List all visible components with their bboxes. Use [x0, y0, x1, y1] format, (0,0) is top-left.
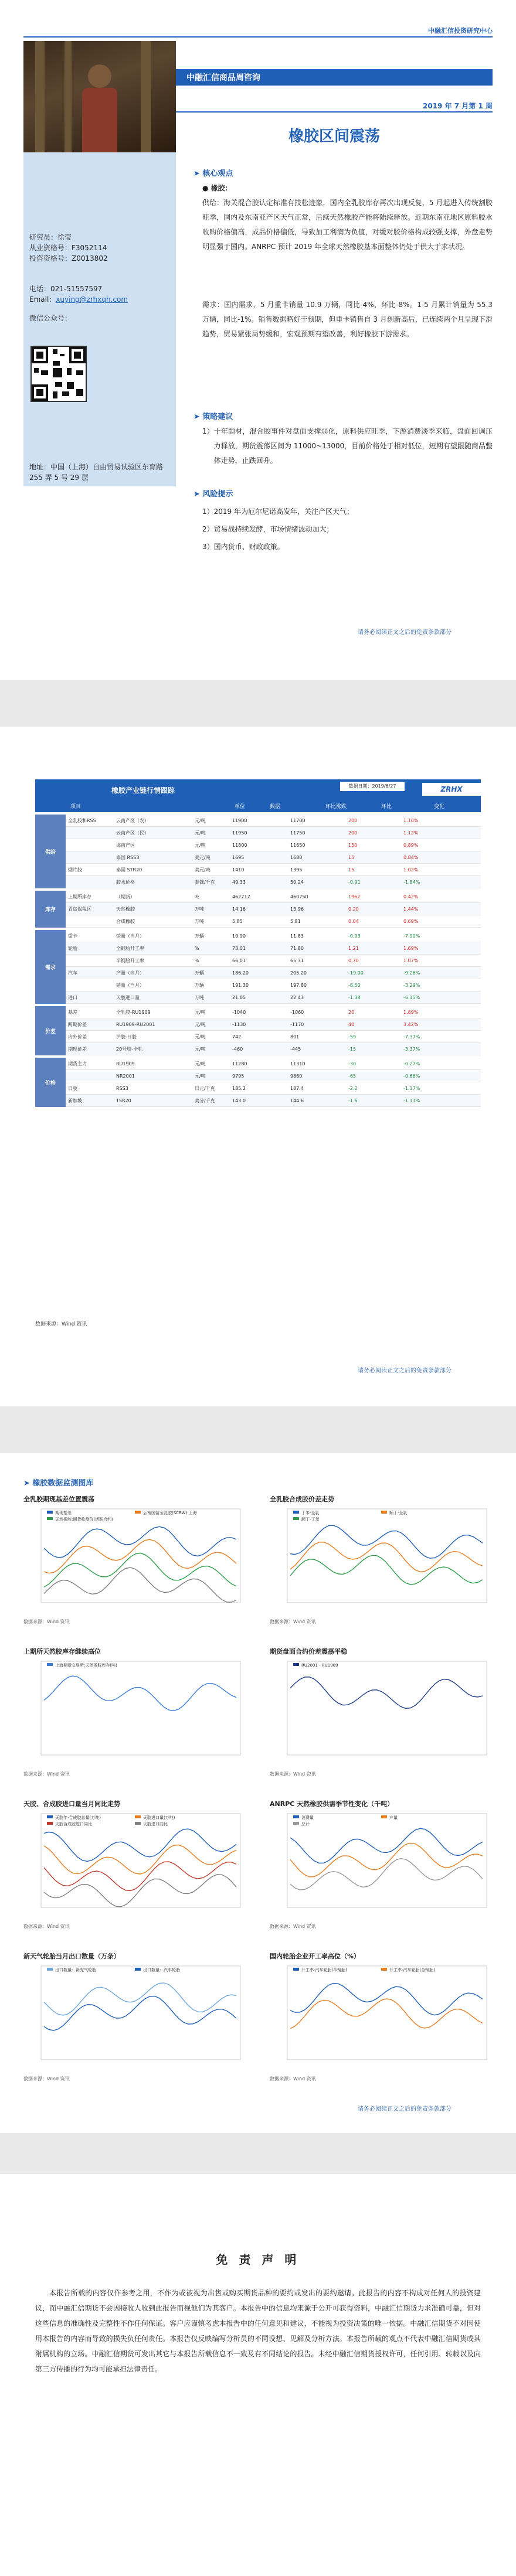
table-cell: 吨 — [195, 894, 199, 899]
table-cell: -0.93 — [348, 933, 361, 939]
page-gap — [0, 2133, 516, 2174]
table-row — [66, 827, 481, 839]
table-cell: 元/吨 — [195, 817, 206, 823]
chart-plot — [23, 1506, 246, 1617]
table-row — [66, 1006, 481, 1018]
core-heading: ➤ 核心观点 — [193, 169, 233, 178]
table-cell: -9.26% — [403, 970, 420, 976]
table-row — [66, 839, 481, 851]
table-row — [66, 1095, 481, 1107]
table-date: 数据日期：2019/6/27 — [340, 782, 405, 791]
table-row — [66, 930, 481, 942]
table-cell: 5.85 — [232, 918, 243, 924]
page-3 — [0, 1453, 516, 2133]
table-row — [66, 955, 481, 967]
th-pct: 变化 — [434, 804, 445, 810]
th-value: 数据 — [270, 804, 281, 810]
table-cell: 美元/吨 — [195, 854, 211, 860]
table-cell: 1.02% — [403, 867, 419, 873]
table-cell: 40 — [348, 1021, 355, 1027]
table-cell: 144.6 — [290, 1098, 304, 1103]
table-cell: 元/吨 — [195, 1021, 206, 1027]
table-cell: 186.20 — [232, 970, 249, 976]
table-cell: 1.69% — [403, 945, 419, 951]
table-cell: 143.0 — [232, 1098, 246, 1103]
table-cell: 日胶 — [68, 1085, 77, 1091]
table-cell: 11800 — [232, 842, 247, 848]
table-cell: -3.37% — [403, 1046, 420, 1052]
table-banner — [35, 779, 481, 799]
chart-source: 数据来源：Wind 资讯 — [23, 2076, 70, 2081]
table-cell: 基差 — [68, 1009, 77, 1015]
risk-heading: ➤ 风险提示 — [193, 490, 233, 499]
report-title: 橡胶区间震荡 — [288, 128, 380, 145]
table-cell: 71.80 — [290, 945, 304, 951]
table-cell: 5.81 — [290, 918, 301, 924]
table-cell: 0.69% — [403, 918, 419, 924]
table-cell: 200 — [348, 830, 358, 836]
chart-plot — [270, 1658, 493, 1770]
chart-title: 新天气轮胎当月出口数量（万条） — [23, 1953, 120, 1960]
chart-source: 数据来源：Wind 资讯 — [270, 1924, 316, 1929]
legend-label: 丁苯-全乳 — [301, 1511, 320, 1515]
strategy-list — [202, 424, 493, 468]
table-cell: 66.01 — [232, 958, 246, 963]
legend-label: 上海期货交易所:天然橡胶库存(吨) — [55, 1663, 117, 1668]
table-row — [66, 1018, 481, 1031]
table-cell: 日元/千克 — [195, 1085, 215, 1091]
chart-title: 全乳胶期现基差位置震荡 — [23, 1495, 94, 1503]
table-cell: 泰国 RSS3 — [116, 854, 140, 860]
table-cell: 11280 — [232, 1061, 247, 1066]
table-cell: 全钢胎开工率 — [116, 945, 144, 951]
table-cell: 万辆 — [195, 933, 204, 939]
table-cell: 1.89% — [403, 1009, 419, 1015]
arrow-icon: ➤ — [193, 490, 203, 499]
footer-disclaimer: 请务必阅读正文之后的免责条款部分 — [358, 2106, 451, 2112]
table-cell: 合成橡胶 — [116, 918, 135, 924]
table-source: 数据来源：Wind 资讯 — [35, 1321, 87, 1327]
page-gap — [0, 1406, 516, 1453]
chart-title: 全乳胶合成胶价差走势 — [270, 1495, 334, 1503]
table-cell: 22.43 — [290, 994, 304, 1000]
table-header-row — [35, 799, 481, 812]
table-cell: -19.00 — [348, 970, 364, 976]
core-demand: 需求：国内需求，5 月重卡销量 10.9 万辆，同比-4%，环比-8%。1-5 月累计销量为 55.3 万辆，同比-1%。销售数据略好于预期，但重卡销售自 3 月创新高后，已连续两个月呈现下滑趋势，贸易紧张局势缓和，宏观预期有望改善，利好橡胶下游需求。 — [202, 301, 493, 338]
table-cell: 元/吨 — [195, 1046, 206, 1052]
table-cell: 20 — [348, 1009, 355, 1015]
chart-plot — [270, 1506, 493, 1617]
table-cell: 11750 — [290, 830, 305, 836]
table-cell: 1680 — [290, 854, 303, 860]
table-cell: -1.84% — [403, 879, 420, 885]
table-cell: 0.20 — [348, 906, 359, 912]
chart-source: 数据来源：Wind 资讯 — [23, 1619, 70, 1624]
table-row — [66, 1082, 481, 1095]
chart-source: 数据来源：Wind 资讯 — [270, 1619, 316, 1624]
series-title: 中融汇信商品周咨询 — [186, 73, 260, 83]
table-cell: 11700 — [290, 817, 305, 823]
table-cell: 73.01 — [232, 945, 246, 951]
title-spacer — [176, 41, 493, 69]
table-cell: 13.96 — [290, 906, 304, 912]
table-cell: 泰铢/千克 — [195, 879, 215, 885]
table-group-label: 库存 — [35, 891, 66, 928]
legend-label: 出口数量：汽车轮胎 — [143, 1968, 180, 1972]
industry-table — [35, 815, 481, 1109]
table-cell: 沪胶-日胶 — [116, 1034, 137, 1040]
table-cell: 元/吨 — [195, 842, 206, 848]
bullet-icon: ● — [202, 184, 211, 192]
table-cell: 跨期价差 — [68, 1021, 87, 1027]
table-cell: 185.2 — [232, 1085, 246, 1091]
table-cell: 1395 — [290, 867, 303, 873]
table-cell: 元/吨 — [195, 830, 206, 836]
table-cell: -3.29% — [403, 982, 420, 988]
table-cell: 20号胶-全乳 — [116, 1046, 143, 1052]
table-cell: -15 — [348, 1046, 357, 1052]
arrow-icon: ➤ — [193, 169, 203, 178]
table-cell: 1962 — [348, 894, 361, 899]
legend-label: 天胶进口同比 — [143, 1822, 168, 1827]
table-group — [35, 930, 481, 1004]
legend-label: 出口数量：新充气轮胎 — [55, 1968, 96, 1972]
table-cell: 上期所库存 — [68, 894, 91, 899]
table-cell: 全乳胶-RU1909 — [116, 1009, 151, 1015]
table-cell: 11.83 — [290, 933, 304, 939]
chart-title: ANRPC 天然橡胶供需季节性变化（千吨） — [270, 1800, 394, 1808]
table-cell: 49.33 — [232, 879, 246, 885]
th-unit: 单位 — [235, 804, 246, 810]
analyst-email-row — [29, 294, 128, 305]
table-cell: 万辆 — [195, 970, 204, 976]
table-cell: -30 — [348, 1061, 357, 1066]
table-banner-title: 橡胶产业链行情跟踪 — [111, 786, 175, 795]
table-cell: RU1909 — [116, 1061, 135, 1066]
table-cell: 半钢胎开工率 — [116, 958, 144, 963]
legend-label: RU2001 - RU1909 — [301, 1663, 338, 1668]
table-cell: 烟片胶 — [68, 867, 82, 873]
risk-item: 3）国内货币、财政政策。 — [202, 543, 284, 551]
table-cell: 万吨 — [195, 918, 204, 924]
table-cell: 0.89% — [403, 842, 419, 848]
table-group-label: 价差 — [35, 1006, 66, 1055]
analyst-name: 研究员：徐莹 — [29, 233, 72, 241]
table-cell: 销量（当月） — [116, 982, 144, 988]
table-cell: -65 — [348, 1073, 357, 1079]
core-supply: 供给：海关混合胶认定标准有技松迹象，国内全乳胶库存再次出现反复，5 月起进入传统割胶旺季，国内及东南亚产区天气正常，后续天然橡胶产能将陆续释放。近期东南亚地区原料胶水收购价格偏高，成品价格偏低，导致加工利润为负值，对缓对胶价格构成较强支撑，外盘走势明显强于国内。ANRPC 预计 2019 年全球天然橡胶基本面整体仍处于供大于求状况。 — [202, 199, 493, 251]
analyst-sidebar — [23, 152, 176, 486]
analyst-address: 地址：中国（上海）自由贸易试验区东育路 255 弄 5 号 29 层 — [29, 463, 164, 482]
table-cell: -0.91 — [348, 879, 361, 885]
table-cell: 内外价差 — [68, 1034, 87, 1040]
table-cell: 11650 — [290, 842, 305, 848]
header-rule — [23, 36, 493, 38]
table-cell: 美分/千克 — [195, 1098, 215, 1103]
table-cell: -1170 — [290, 1021, 304, 1027]
table-cell: 海南产区 — [116, 842, 135, 848]
legend-label: 期现基差 — [55, 1511, 72, 1515]
table-cell: 0.84% — [403, 854, 419, 860]
table-row — [66, 967, 481, 979]
arrow-icon: ➤ — [193, 413, 203, 421]
table-cell: NR2001 — [116, 1073, 135, 1079]
table-cell: -6.50 — [348, 982, 361, 988]
table-cell: 1410 — [232, 867, 245, 873]
table-row — [66, 991, 481, 1004]
table-cell: -0.66% — [403, 1073, 420, 1079]
legend-label: 开工率:汽车轮胎(半钢胎) — [301, 1968, 347, 1972]
table-cell: RU1909-RU2001 — [116, 1021, 155, 1027]
table-cell: -7.90% — [403, 933, 420, 939]
chart-plot — [270, 1963, 493, 2074]
table-cell: % — [195, 945, 199, 951]
table-cell: 205.20 — [290, 970, 307, 976]
table-cell: 期现价差 — [68, 1046, 87, 1052]
chart-title: 国内轮胎企业开工率高位（%） — [270, 1953, 361, 1960]
chart-source: 数据来源：Wind 资讯 — [23, 1771, 70, 1777]
table-row — [66, 1058, 481, 1070]
table-cell: 15 — [348, 854, 355, 860]
table-cell: 产量（当月） — [116, 970, 144, 976]
header-org: 中融汇信投资研究中心 — [428, 27, 493, 35]
table-cell: -0.27% — [403, 1061, 420, 1066]
strategy-heading: ➤ 策略建议 — [193, 413, 233, 421]
table-cell: 胶水价格 — [116, 879, 135, 885]
table-cell: 191.30 — [232, 982, 249, 988]
table-cell: 11900 — [232, 817, 247, 823]
chart-plot — [270, 1811, 493, 1922]
table-cell: 21.05 — [232, 994, 246, 1000]
table-cell: 200 — [348, 817, 358, 823]
disclaimer-title: 免 责 声 明 — [216, 2253, 300, 2267]
risk-item: 1）2019 年为厄尔尼诺高发年，关注产区天气； — [202, 507, 354, 516]
legend-label: 天胶合成胶进口同比 — [55, 1822, 92, 1827]
table-cell: -1130 — [232, 1021, 246, 1027]
table-cell: 1.44% — [403, 906, 419, 912]
risk-item: 2）贸易战持续发酵，市场情绪波动加大； — [202, 525, 334, 533]
table-cell: 泰国 STR20 — [116, 867, 142, 873]
table-cell: 15 — [348, 867, 355, 873]
table-row — [66, 864, 481, 876]
legend-label: 天胶进口量(万吨) — [143, 1815, 175, 1820]
table-cell: 1.12% — [403, 830, 419, 836]
table-cell: 万吨 — [195, 906, 204, 912]
chart-plot — [23, 1963, 246, 2074]
page-gap — [0, 680, 516, 727]
email-link[interactable]: xuying@zrhxqh.com — [56, 295, 128, 304]
table-cell: -2.2 — [348, 1085, 358, 1091]
chart-plot — [23, 1811, 246, 1922]
table-cell: 462712 — [232, 894, 250, 899]
table-cell: 65.31 — [290, 958, 304, 963]
wechat-qr-code — [30, 346, 87, 402]
disclaimer-body: 本报告所载的内容仅作参考之用，不作为或被视为出售或购买期货品种的要约或发出的要约邀请。此报告的内容不构成对任何人的投资建议，而中融汇信期货不会因接收人收到此报告而视他们为其客户。本报告中的信息均来源于公开可获得资料，中融汇信期货力求准确可靠，但对这些信息的准确性及完整性不作任何保证。客户应谨慎考虑本报告中的任何意见和建议，不能视为投资决策的唯一依据。中融汇信期货不对因使用本报告的内容而导致的损失负任何责任。本报告仅反映编写分析员的不同设想、见解及分析方法。本报告所载的观点不代表中融汇信期货或其附属机构的立场。中融汇信期货可发出其它与本报告所载信息不一致及有不同结论的报告。未经中融汇信期货授权许可，任何引用、转载以及向第三方传播的行为均可能承担法律责任。 — [35, 2289, 481, 2373]
table-cell: 150 — [348, 842, 358, 848]
table-row — [66, 903, 481, 915]
company-logo: ZRHX — [422, 783, 481, 796]
table-group — [35, 891, 481, 928]
table-cell: 460750 — [290, 894, 308, 899]
wechat-label: 微信公众号： — [29, 314, 72, 322]
table-cell: % — [195, 958, 199, 963]
footer-disclaimer: 请务必阅读正文之后的免责条款部分 — [358, 629, 451, 636]
table-cell: 742 — [232, 1034, 242, 1040]
table-cell: -7.37% — [403, 1034, 420, 1040]
table-cell: 9860 — [290, 1073, 303, 1079]
chart-title: 上期所天然胶库存继续高位 — [23, 1648, 101, 1655]
email-label: Email： — [29, 295, 56, 304]
table-cell: -1.38 — [348, 994, 361, 1000]
analyst-license-2: 投咨资格号：Z0013802 — [29, 254, 108, 263]
table-cell: 197.80 — [290, 982, 307, 988]
table-cell: 期货主力 — [68, 1061, 87, 1066]
table-cell: 天然橡胶 — [116, 906, 135, 912]
charts-heading: ➤ 橡胶数据监测图库 — [23, 1479, 94, 1488]
table-cell: -1060 — [290, 1009, 304, 1015]
th-item: 项目 — [70, 804, 82, 810]
table-cell: 元/吨 — [195, 1009, 206, 1015]
table-group-label: 需求 — [35, 930, 66, 1004]
table-cell: 11950 — [232, 830, 247, 836]
table-cell: -59 — [348, 1034, 357, 1040]
legend-label: 总计 — [301, 1822, 310, 1827]
issue-date: 2019 年 7 月第 1 周 — [423, 102, 493, 110]
table-row — [66, 1031, 481, 1043]
table-row — [66, 876, 481, 888]
legend-label: 顺丁-全乳 — [389, 1511, 408, 1515]
table-cell: -1.17% — [403, 1085, 420, 1091]
table-cell: 元/吨 — [195, 1073, 206, 1079]
table-cell: 1.21 — [348, 945, 359, 951]
table-cell: 全乳胶和RSS — [68, 817, 96, 823]
table-cell: 14.16 — [232, 906, 246, 912]
analyst-phone: 电话：021-51557597 — [29, 285, 103, 293]
legend-label: 消费量 — [301, 1815, 314, 1820]
table-cell: 汽车 — [68, 970, 77, 976]
legend-label: 顺丁-丁苯 — [301, 1517, 320, 1522]
th-change: 环比 — [381, 804, 392, 810]
title-rule — [176, 111, 493, 113]
table-cell: 万辆 — [195, 982, 204, 988]
chart-source: 数据来源：Wind 资讯 — [270, 1771, 316, 1777]
legend-label: 产量 — [389, 1815, 398, 1820]
table-cell: -445 — [290, 1046, 301, 1052]
table-cell: 云南产区（民） — [116, 830, 149, 836]
table-cell: 0.04 — [348, 918, 359, 924]
strategy-item: 1） 十年题材，混合胶事件对盘面支撑弱化，原料供应旺季，下游消费淡季来临，盘面回调压力释放，期货震荡区间为 11000~13000，目前价格处于相对低位，短期有望跟随商品整体走势，止跌回升。 — [202, 427, 493, 465]
table-cell: 进口 — [68, 994, 77, 1000]
table-group — [35, 1006, 481, 1055]
table-cell: 50.24 — [290, 879, 304, 885]
table-row — [66, 915, 481, 928]
table-cell: 新加坡 — [68, 1098, 82, 1103]
table-cell: 3.42% — [403, 1021, 419, 1027]
table-cell: 销量（当月） — [116, 933, 144, 939]
footer-disclaimer: 请务必阅读正文之后的免责条款部分 — [358, 1368, 451, 1374]
table-row — [66, 815, 481, 827]
table-row — [66, 979, 481, 991]
legend-label: 云南国营全乳胶(SCRW):上海 — [143, 1511, 197, 1515]
chart-source: 数据来源：Wind 资讯 — [270, 2076, 316, 2081]
table-row — [66, 1070, 481, 1082]
table-group — [35, 1058, 481, 1107]
table-cell: -1.6 — [348, 1098, 358, 1103]
page-2 — [0, 727, 516, 1406]
table-cell: 1.07% — [403, 958, 419, 963]
table-cell: -460 — [232, 1046, 243, 1052]
table-cell: 云南产区（农） — [116, 817, 149, 823]
chart-title: 天胶、合成胶进口量当月同比走势 — [23, 1800, 120, 1808]
table-cell: 0.42% — [403, 894, 419, 899]
table-cell: 轮胎 — [68, 945, 77, 951]
table-cell: 9795 — [232, 1073, 245, 1079]
page-4 — [0, 2174, 516, 2576]
table-row — [66, 891, 481, 903]
chart-source: 数据来源：Wind 资讯 — [23, 1924, 70, 1929]
table-cell: 万吨 — [195, 994, 204, 1000]
series-title-bar — [176, 69, 493, 86]
table-group-label: 供给 — [35, 815, 66, 888]
table-row — [66, 942, 481, 955]
legend-label: 天然橡胶:期货收盘价(活跃合约) — [55, 1517, 113, 1522]
table-group — [35, 815, 481, 888]
table-cell: TSR20 — [116, 1098, 131, 1103]
th-prev: 环比涨跌 — [325, 804, 347, 810]
table-cell: RSS3 — [116, 1085, 128, 1091]
analyst-license-1: 从业资格号：F3052114 — [29, 244, 107, 252]
cover-photo — [23, 41, 176, 152]
chart-title: 期货盘面合约价差震荡平稳 — [270, 1648, 347, 1655]
table-cell: 美元/吨 — [195, 867, 211, 873]
table-cell: 重卡 — [68, 933, 77, 939]
table-cell: -1.11% — [403, 1098, 420, 1103]
table-cell: 天胶进口量 — [116, 994, 140, 1000]
table-cell: 0.70 — [348, 958, 359, 963]
table-cell: 187.4 — [290, 1085, 304, 1091]
table-cell: -6.15% — [403, 994, 420, 1000]
table-cell: 元/吨 — [195, 1034, 206, 1040]
table-cell: 1695 — [232, 854, 245, 860]
table-cell: 元/吨 — [195, 1061, 206, 1066]
table-cell: -1040 — [232, 1009, 246, 1015]
arrow-icon: ➤ — [23, 1479, 33, 1488]
table-cell: 11310 — [290, 1061, 305, 1066]
table-cell: 1.10% — [403, 817, 419, 823]
core-sub: ● 橡胶： — [202, 184, 232, 192]
chart-plot — [23, 1658, 246, 1770]
table-cell: 801 — [290, 1034, 300, 1040]
legend-label: 开工率:汽车轮胎(全钢胎) — [389, 1968, 435, 1972]
table-cell: 10.90 — [232, 933, 246, 939]
risk-list — [202, 503, 493, 556]
legend-label: 天胶年-合成胶总量(万吨) — [55, 1815, 101, 1820]
table-cell: 青岛保税区 — [68, 906, 91, 912]
table-cell: （期货） — [116, 894, 135, 899]
page-1 — [0, 0, 516, 680]
table-group-label: 价格 — [35, 1058, 66, 1107]
table-row — [66, 851, 481, 864]
table-row — [66, 1043, 481, 1055]
analyst-info — [29, 232, 128, 323]
